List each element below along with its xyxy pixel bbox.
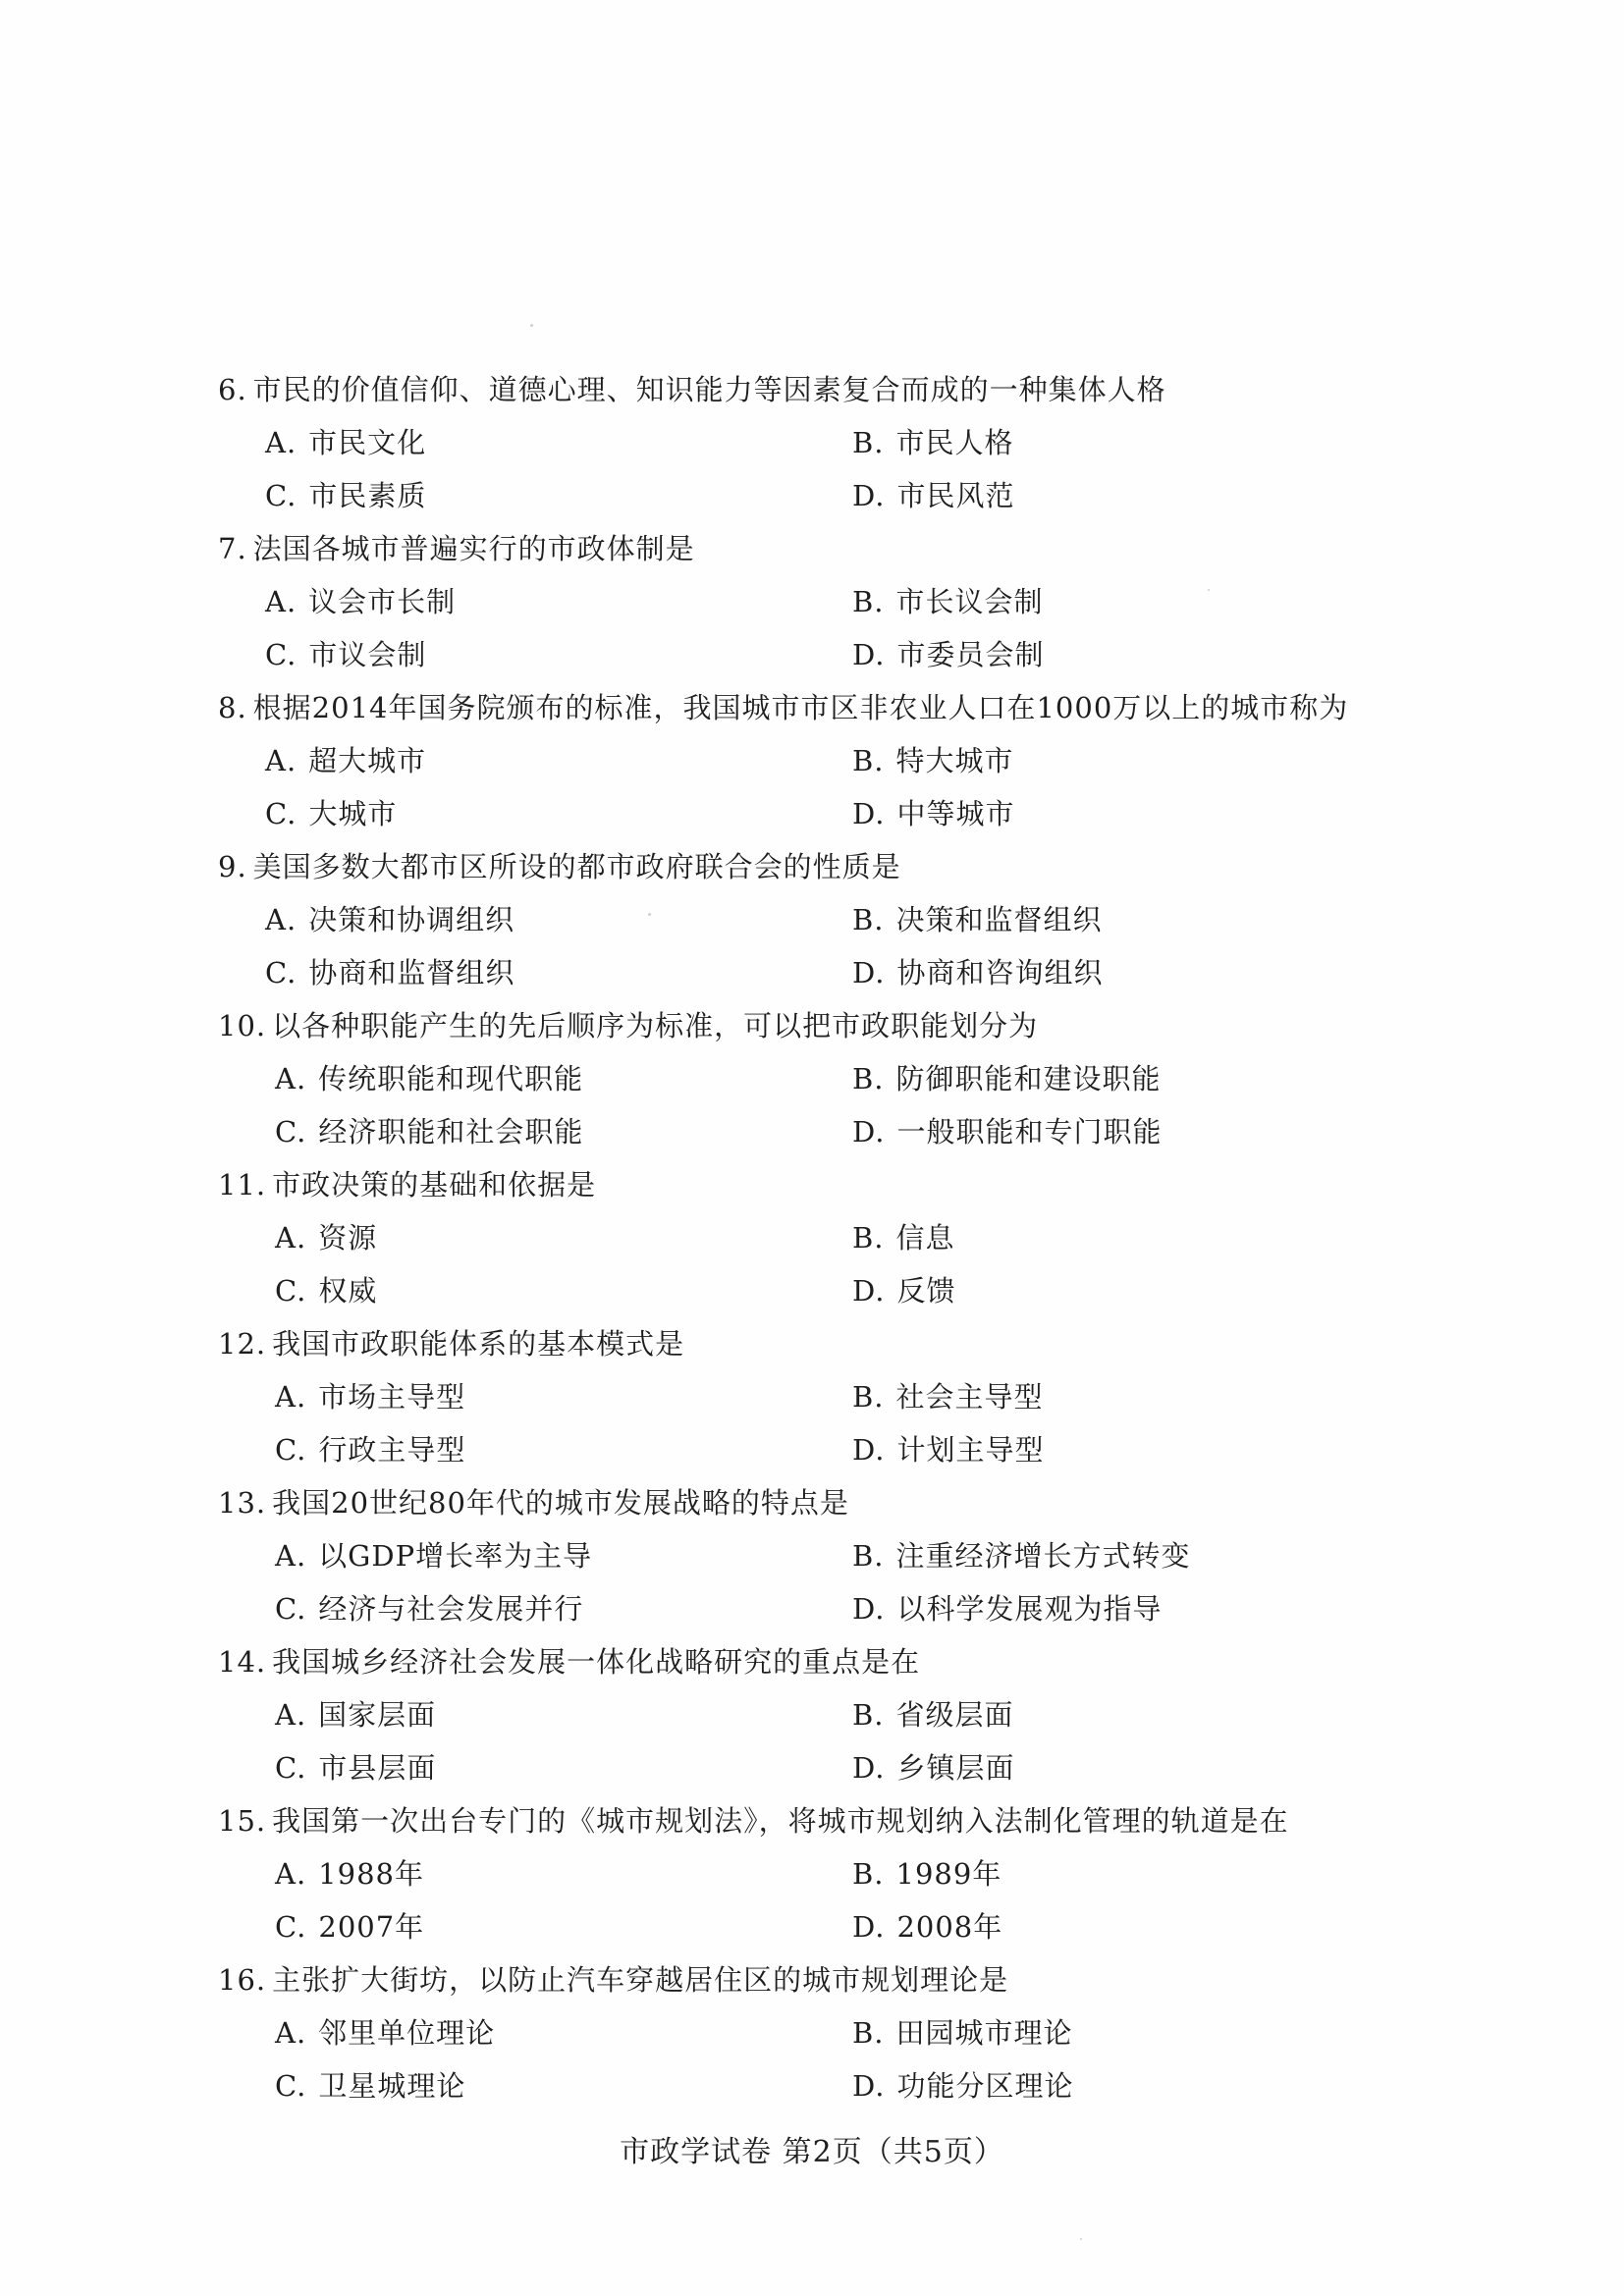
question-stem <box>218 1794 1377 1847</box>
option-a: A. 市民文化 <box>265 426 427 459</box>
option-c: C. 权威 <box>275 1274 378 1308</box>
question-text: 我国20世纪80年代的城市发展战略的特点是 <box>272 1486 849 1520</box>
option-row <box>218 469 1377 522</box>
option-d: D. 以科学发展观为指导 <box>852 1592 1163 1626</box>
option-d: D. 市委员会制 <box>852 638 1045 671</box>
question-text: 根据2014年国务院颁布的标准，我国城市市区非农业人口在1000万以上的城市称为 <box>252 691 1349 724</box>
option-c: C. 2007年 <box>275 1910 425 1944</box>
question-9 <box>218 840 1377 999</box>
question-stem <box>218 522 1377 575</box>
option-row <box>218 1688 1377 1741</box>
option-row <box>218 1582 1377 1635</box>
option-row <box>218 1741 1377 1794</box>
question-number: 10. <box>218 1009 267 1042</box>
option-row <box>218 1211 1377 1264</box>
question-8 <box>218 681 1377 840</box>
option-a: A. 传统职能和现代职能 <box>275 1062 584 1095</box>
question-text: 我国城乡经济社会发展一体化战略研究的重点是在 <box>272 1645 921 1679</box>
option-b: B. 社会主导型 <box>852 1380 1044 1414</box>
question-text: 市民的价值信仰、道德心理、知识能力等因素复合而成的一种集体人格 <box>252 373 1166 406</box>
question-text: 我国市政职能体系的基本模式是 <box>272 1327 685 1361</box>
question-text: 我国第一次出台专门的《城市规划法》，将城市规划纳入法制化管理的轨道是在 <box>272 1804 1289 1838</box>
question-number: 6. <box>218 373 247 406</box>
option-d: D. 乡镇层面 <box>852 1751 1015 1785</box>
option-row <box>218 734 1377 787</box>
option-row <box>218 1370 1377 1423</box>
scan-speck <box>530 324 533 327</box>
option-row <box>218 1423 1377 1476</box>
question-list <box>218 363 1377 2112</box>
option-a: A. 超大城市 <box>265 744 427 777</box>
question-7 <box>218 522 1377 681</box>
question-stem <box>218 1476 1377 1529</box>
scan-speck <box>1208 589 1210 591</box>
option-d: D. 市民风范 <box>852 479 1015 512</box>
option-d: D. 一般职能和专门职能 <box>852 1115 1163 1148</box>
option-c: C. 市县层面 <box>275 1751 437 1785</box>
option-row <box>218 946 1377 999</box>
option-d: D. 功能分区理论 <box>852 2069 1074 2103</box>
option-row <box>218 1105 1377 1158</box>
option-c: C. 经济与社会发展并行 <box>275 1592 584 1626</box>
option-c: C. 市民素质 <box>265 479 427 512</box>
option-row <box>218 1900 1377 1953</box>
question-stem <box>218 1953 1377 2006</box>
question-text: 以各种职能产生的先后顺序为标准，可以把市政职能划分为 <box>272 1009 1039 1042</box>
option-d: D. 计划主导型 <box>852 1433 1045 1467</box>
question-10 <box>218 999 1377 1158</box>
option-b: B. 注重经济增长方式转变 <box>852 1539 1191 1573</box>
option-row <box>218 1529 1377 1582</box>
option-b: B. 防御职能和建设职能 <box>852 1062 1162 1095</box>
option-a: A. 议会市长制 <box>265 585 457 618</box>
question-15 <box>218 1794 1377 1953</box>
question-text: 主张扩大街坊，以防止汽车穿越居住区的城市规划理论是 <box>272 1963 1009 1997</box>
option-a: A. 决策和协调组织 <box>265 903 515 936</box>
question-stem <box>218 363 1377 416</box>
question-stem <box>218 1635 1377 1688</box>
option-row <box>218 787 1377 840</box>
option-a: A. 国家层面 <box>275 1698 437 1732</box>
option-a: A. 以GDP增长率为主导 <box>275 1539 593 1573</box>
question-stem <box>218 840 1377 893</box>
question-14 <box>218 1635 1377 1794</box>
question-text: 市政决策的基础和依据是 <box>272 1168 597 1201</box>
question-stem <box>218 681 1377 734</box>
option-a: A. 1988年 <box>275 1857 424 1891</box>
scan-speck <box>1080 2238 1082 2240</box>
option-c: C. 经济职能和社会职能 <box>275 1115 584 1148</box>
question-12 <box>218 1317 1377 1476</box>
option-d: D. 反馈 <box>852 1274 956 1308</box>
question-number: 12. <box>218 1327 267 1361</box>
option-d: D. 2008年 <box>852 1910 1003 1944</box>
question-16 <box>218 1953 1377 2112</box>
question-13 <box>218 1476 1377 1635</box>
question-number: 11. <box>218 1168 267 1201</box>
option-row <box>218 628 1377 681</box>
question-6 <box>218 363 1377 522</box>
scan-speck <box>648 913 651 916</box>
option-b: B. 省级层面 <box>852 1698 1014 1732</box>
option-row <box>218 575 1377 628</box>
option-b: B. 决策和监督组织 <box>852 903 1103 936</box>
option-row <box>218 416 1377 469</box>
option-c: C. 卫星城理论 <box>275 2069 466 2103</box>
option-b: B. 信息 <box>852 1221 955 1255</box>
option-c: C. 大城市 <box>265 797 398 830</box>
option-row <box>218 1847 1377 1900</box>
option-row <box>218 893 1377 946</box>
option-b: B. 1989年 <box>852 1857 1002 1891</box>
option-b: B. 特大城市 <box>852 744 1014 777</box>
option-d: D. 中等城市 <box>852 797 1015 830</box>
option-b: B. 市长议会制 <box>852 585 1044 618</box>
question-stem <box>218 1317 1377 1370</box>
option-a: A. 邻里单位理论 <box>275 2016 496 2050</box>
question-number: 9. <box>218 850 247 883</box>
option-a: A. 资源 <box>275 1221 378 1255</box>
question-number: 15. <box>218 1804 267 1838</box>
option-d: D. 协商和咨询组织 <box>852 956 1104 989</box>
question-number: 16. <box>218 1963 267 1997</box>
question-number: 8. <box>218 691 247 724</box>
option-row <box>218 2006 1377 2059</box>
option-b: B. 田园城市理论 <box>852 2016 1073 2050</box>
question-11 <box>218 1158 1377 1317</box>
question-number: 13. <box>218 1486 267 1520</box>
question-number: 7. <box>218 532 247 565</box>
option-b: B. 市民人格 <box>852 426 1014 459</box>
option-a: A. 市场主导型 <box>275 1380 466 1414</box>
option-c: C. 行政主导型 <box>275 1433 466 1467</box>
option-row <box>218 1264 1377 1317</box>
option-row <box>218 2059 1377 2112</box>
question-text: 法国各城市普遍实行的市政体制是 <box>252 532 695 565</box>
question-stem <box>218 999 1377 1052</box>
question-number: 14. <box>218 1645 267 1679</box>
option-c: C. 市议会制 <box>265 638 427 671</box>
question-text: 美国多数大都市区所设的都市政府联合会的性质是 <box>252 850 901 883</box>
question-stem <box>218 1158 1377 1211</box>
option-c: C. 协商和监督组织 <box>265 956 515 989</box>
option-row <box>218 1052 1377 1105</box>
page-footer: 市政学试卷 第2页（共5页） <box>620 2135 1004 2169</box>
